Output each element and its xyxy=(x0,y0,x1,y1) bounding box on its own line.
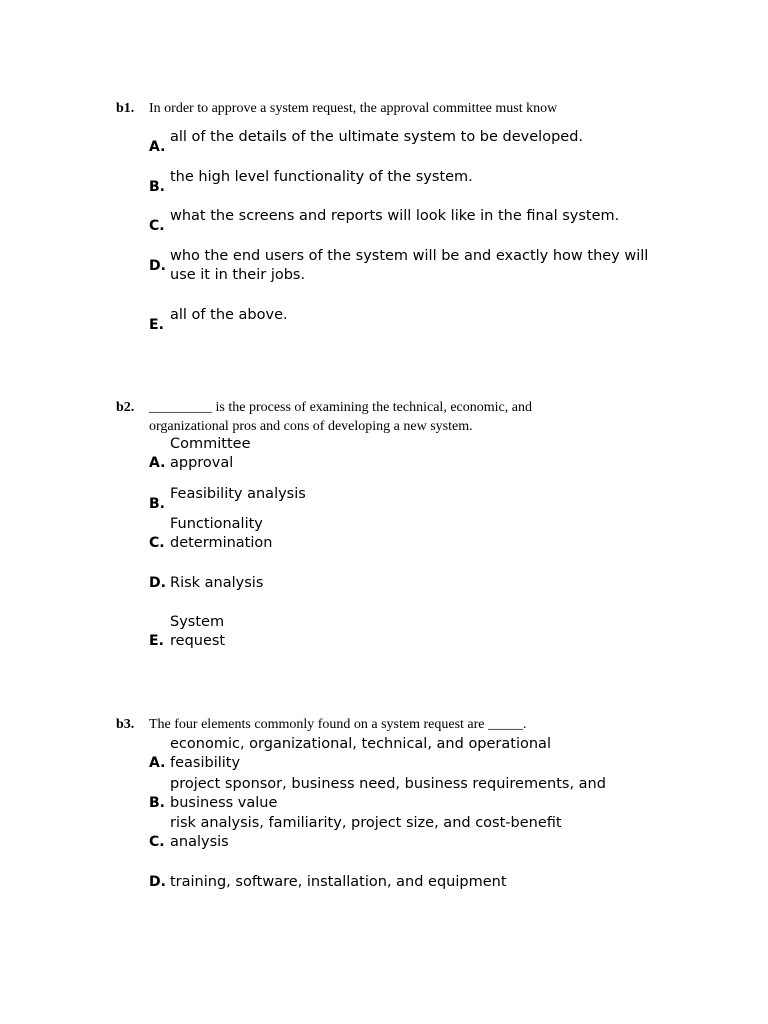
option-text: who the end users of the system will be and exactly how they will use it in their jobs. xyxy=(170,248,649,283)
question-text: The four elements commonly found on a system request are _____. xyxy=(149,717,527,732)
option-text: what the screens and reports will look like in the final system. xyxy=(170,208,620,224)
question-text: _________ is the process of examining the technical, economic, and organizational pros and cons of developing a new system. xyxy=(149,400,532,434)
option-text: Feasibility analysis xyxy=(170,486,306,502)
option-text: all of the above. xyxy=(170,307,288,323)
option-text: economic, organizational, technical, and operational feasibility xyxy=(170,736,551,771)
option-letter: C. xyxy=(149,218,165,234)
option-letter: C. xyxy=(149,535,165,551)
option-letter: C. xyxy=(149,834,165,850)
question-number: b3. xyxy=(116,717,135,732)
question-header xyxy=(116,398,676,436)
option-letter: B. xyxy=(149,179,165,195)
option-letter: D. xyxy=(149,874,166,890)
option-letter: E. xyxy=(149,633,164,649)
option-letter: B. xyxy=(149,795,165,811)
option-text: training, software, installation, and equipment xyxy=(170,874,507,890)
question-b1 xyxy=(116,99,676,333)
option-letter: D. xyxy=(149,575,166,591)
option-text: Committee approval xyxy=(170,436,251,471)
question-number: b2. xyxy=(116,400,135,415)
question-header xyxy=(116,715,676,734)
option-letter: A. xyxy=(149,455,166,471)
question-header xyxy=(116,99,676,118)
option-text: System request xyxy=(170,614,226,649)
question-b3 xyxy=(116,715,676,890)
question-b2 xyxy=(116,398,676,649)
option-text: project sponsor, business need, business requirements, and business value xyxy=(170,776,606,811)
question-number: b1. xyxy=(116,101,135,116)
option-letter: D. xyxy=(149,258,166,274)
option-letter: B. xyxy=(149,496,165,512)
option-letter: A. xyxy=(149,755,166,771)
option-letter: E. xyxy=(149,317,164,333)
option-text: Functionality determination xyxy=(170,516,273,551)
option-text: the high level functionality of the system. xyxy=(170,169,473,185)
question-text: In order to approve a system request, the approval committee must know xyxy=(149,101,558,116)
option-text: all of the details of the ultimate system to be developed. xyxy=(170,129,584,145)
option-text: risk analysis, familiarity, project size, and cost-benefit analysis xyxy=(170,815,562,850)
option-text: Risk analysis xyxy=(170,575,264,591)
option-letter: A. xyxy=(149,139,166,155)
